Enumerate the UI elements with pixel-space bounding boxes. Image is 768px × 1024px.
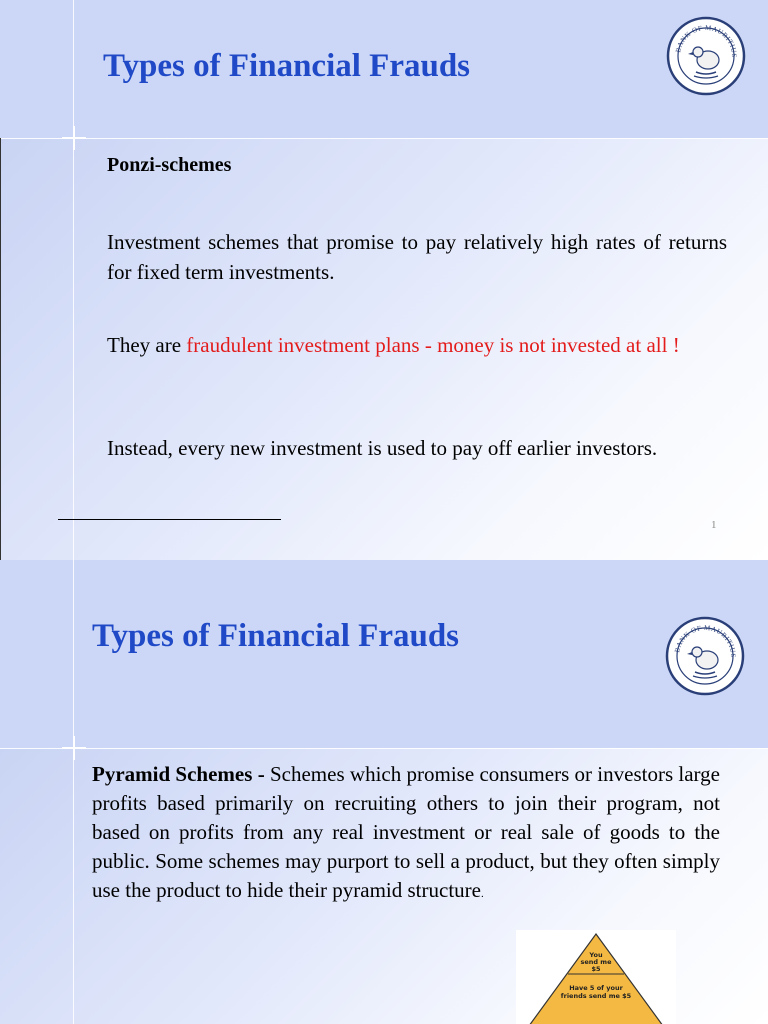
decorative-horizontal-line [0,748,768,749]
slide-2 [0,560,768,1024]
pyramid-middle-text: Have 5 of your friends send me $5 [560,984,632,1000]
paragraph-definition: Investment schemes that promise to pay relatively high rates of returns for fixed term investments. [107,230,727,284]
pyramid-top-text: You send me $5 [580,951,612,973]
pyramid-diagram [516,930,676,1024]
paragraph-fraud-statement [107,330,727,360]
fraud-statement-highlight: fraudulent investment plans - money is not invested at all ! [186,333,680,357]
seal-text: BANK OF MAURITIUS [674,23,739,58]
slide-edge [0,138,1,560]
term-label: Pyramid Schemes - [92,762,265,786]
pyramid-scheme-definition [92,760,720,909]
seal-text: BANK OF MAURITIUS [673,623,738,658]
definition-end: . [480,888,484,900]
decorative-vertical-line [73,560,74,1024]
section-subheading: Ponzi-schemes [107,154,232,176]
definition-text: Schemes which promise consumers or investors large profits based primarily on recruiting others to join their program, not based on profits from any real investment or real sale of goods to the public. Some schemes may purport to sell a product, but they often simply use the product to hide their pyramid structure [92,762,720,902]
sparkle-icon [62,736,86,760]
decorative-horizontal-line [0,138,768,139]
sparkle-icon [62,126,86,150]
paragraph-explanation: Instead, every new investment is used to pay off earlier investors. [107,436,658,460]
bank-of-mauritius-seal-icon [665,616,745,696]
slide-title: Types of Financial Frauds [92,618,460,654]
slide-title: Types of Financial Frauds [103,48,471,84]
decorative-vertical-line [73,0,74,560]
bank-of-mauritius-seal-icon [666,16,746,96]
page-number: 1 [711,519,717,531]
footer-rule [58,519,281,520]
fraud-statement-prefix: They are [107,333,187,357]
